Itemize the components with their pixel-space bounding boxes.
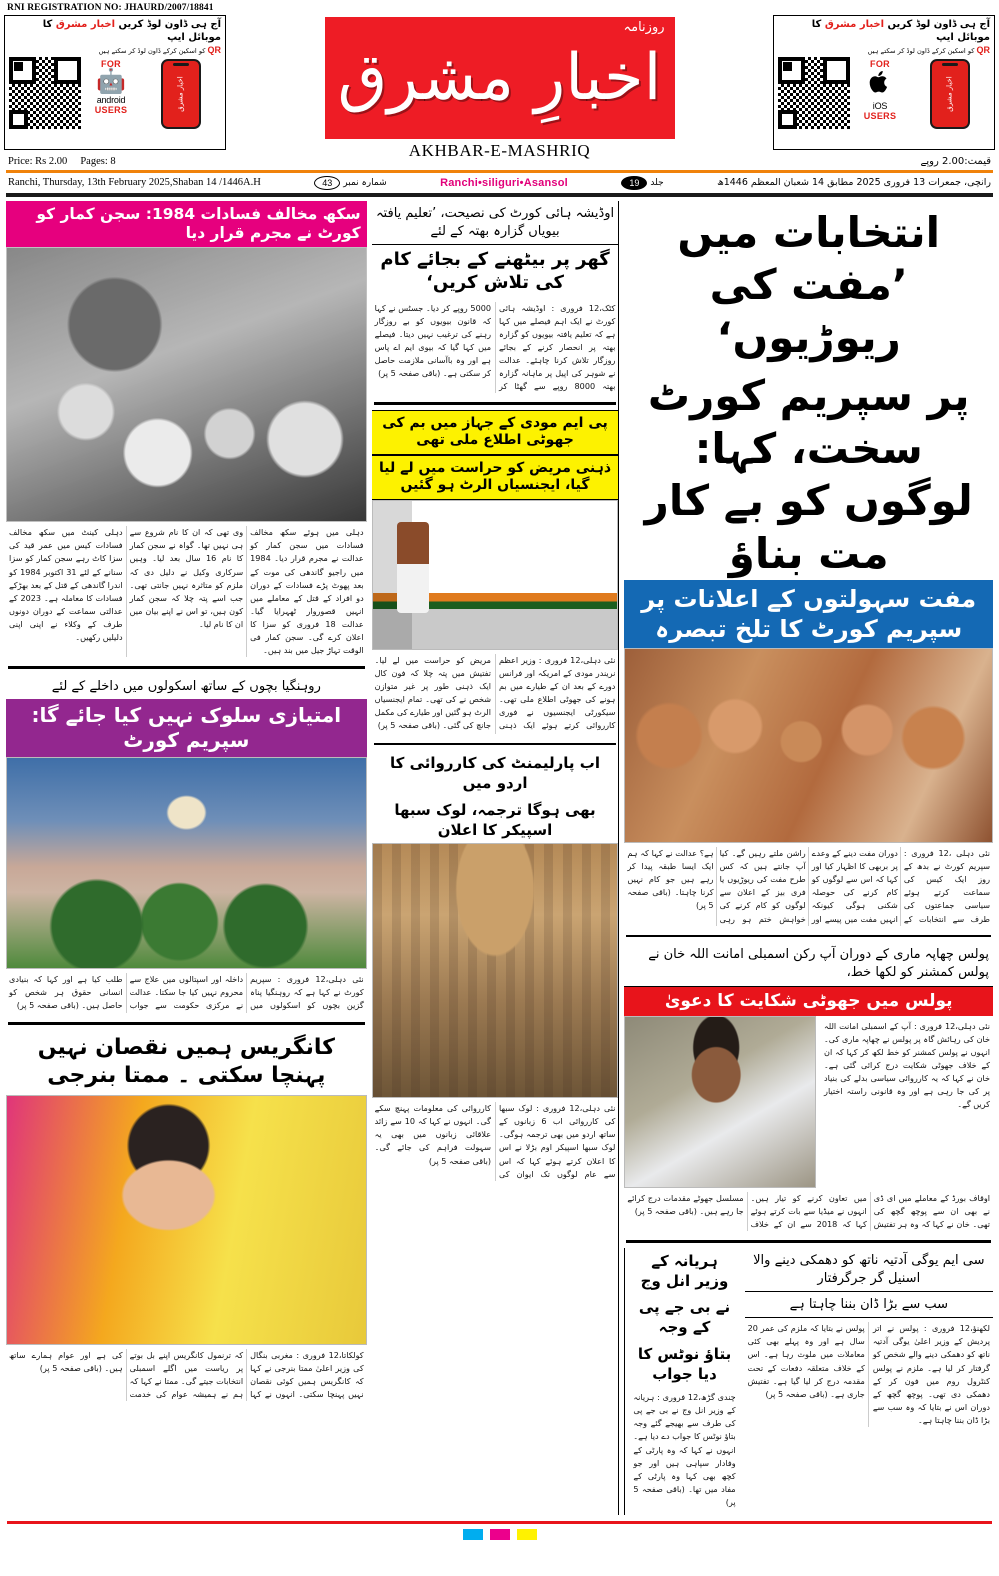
os-name-ios: iOS bbox=[872, 101, 888, 111]
users-label-ios: USERS bbox=[863, 111, 897, 121]
paragraph: نئی دہلی،12 فروری : وزیر اعظم نریندر مودی کے امریکہ اور فرانس دورے کے بعد ان کے طیارے میں بم ہونے کی جھوٹی اطلاع ملی تھی۔ سیکورٹی ایجنسیوں نے فوری کارروائی کرتے ہوئے ایک ذہنی مریض کو حراست میں لے لیا۔ تفتیش میں پتہ چلا کہ فون کال ایک ذہنی طور پر غیر متوازن شخص نے کی تھی۔ تمام ایجنسیاں الرٹ ہو گئیں اور طیارے کی مکمل جانچ کی گئی۔ (باقی صفحہ 5 پر) bbox=[374, 654, 616, 731]
bottom-right-layout bbox=[624, 1248, 993, 1515]
phone-body-ios bbox=[930, 59, 970, 129]
users-label-android: USERS bbox=[94, 105, 128, 115]
qr-code-android[interactable] bbox=[9, 57, 81, 129]
apple-logo-svg bbox=[869, 69, 891, 95]
promo-scan-text: کو اسکین کرکے ڈاون لوڈ کر سکتے ہیں bbox=[98, 47, 206, 55]
promo-text-post: کا موبائل ایپ bbox=[42, 19, 221, 43]
body-mamata bbox=[6, 1345, 367, 1405]
rozamana-label: روزنامہ bbox=[623, 20, 665, 35]
paragraph: اوقاف بورڈ کے معاملے میں ای ڈی نے بھی ان سے پوچھ گچھ کی تھی۔ خان نے کہا کہ وہ ہر تفتیش میں تعاون کرنے کو تیار ہیں۔ انہوں نے میڈیا سے بات کرتے ہوئے کہا کہ 2018 سے ان کے خلاف مسلسل جھوٹے مقدمات درج کرائے جا رہے ہیں۔ (باقی صفحہ 5 پر) bbox=[627, 1192, 990, 1229]
apple-icon bbox=[854, 69, 906, 101]
dateline-urdu: رانچی، جمعرات 13 فروری 2025 مطابق 14 شعبان المعظم 1446ھ bbox=[717, 177, 991, 188]
nameplate bbox=[226, 15, 773, 161]
qr-label-ios: QR bbox=[976, 45, 990, 55]
phone-app-logo-ios: اخبار مشرق bbox=[945, 76, 954, 112]
photo-modi-aircraft bbox=[372, 500, 619, 650]
haryana-story bbox=[624, 1248, 738, 1515]
promo-text-pre-ios: آج ہی ڈاون لوڈ کریں bbox=[884, 19, 990, 30]
promo-headline-android bbox=[5, 16, 225, 45]
paragraph: لکھنؤ،12 فروری : پولس نے اتر پردیش کے وزیر اعلیٰ یوگی آدتیہ ناتھ کو دھمکی دینے والے شخص کو گرفتار کر لیا ہے۔ ملزم نے پولس کنٹرول روم میں فون کر کے دھمکی دی تھی۔ پوچھ گچھ کے دوران اس نے بتایا کہ وہ سب سے بڑا ڈان بننا چاہتا ہے۔ bbox=[872, 1323, 990, 1425]
headline-haryana-line3[interactable]: بتاؤ نوٹس کا دیا جواب bbox=[637, 1344, 732, 1383]
section-divider bbox=[8, 666, 365, 669]
qr-label-android: QR bbox=[207, 45, 221, 55]
logo-block bbox=[325, 17, 675, 139]
dateline-row bbox=[4, 173, 995, 193]
issue-number: 43 bbox=[314, 176, 340, 190]
police-story-layout bbox=[624, 1016, 993, 1188]
promo-headline-ios bbox=[774, 16, 994, 45]
column-right bbox=[624, 201, 993, 1516]
phone-notch-android bbox=[173, 63, 189, 66]
promo-text-pre: آج ہی ڈاون لوڈ کریں bbox=[115, 19, 221, 30]
black-rule bbox=[6, 193, 993, 197]
dateline-english: Ranchi, Thursday, 13th February 2025,Shaban 14 /1446A.H bbox=[8, 177, 261, 188]
column-left bbox=[6, 201, 367, 1516]
paragraph: نئی دہلی،12 فروری : لوک سبھا کی کارروائی اب 6 زبانوں کے ساتھ اردو میں بھی ترجمہ ہوگی۔ لوک سبھا اسپیکر اوم بڑلا نے اس کا اعلان کرتے ہوئے کہا کہ اس سے عام لوگوں تک ایوان کی کارروائی کی معلومات پہنچ سکے گی۔ انہوں نے کہا کہ 10 سے زائد علاقائی زبانوں میں بھی یہ سہولت فراہم کی جائے گی۔ (باقی صفحہ 5 پر) bbox=[374, 1103, 616, 1179]
pages-en: Pages: 8 bbox=[80, 156, 116, 167]
headline-modi-plane-line1[interactable]: پی ایم مودی کے جہاز میں بم کی جھوٹی اطلاع ملی تھی bbox=[372, 410, 619, 455]
volume-badge bbox=[621, 176, 663, 190]
body-haryana bbox=[630, 1387, 738, 1515]
edition-list: Ranchi•siliguri•Asansol bbox=[440, 176, 568, 189]
volume-label: جلد bbox=[650, 177, 664, 188]
kicker-odisha: اوڈیشہ ہائی کورٹ کی نصیحت، ’تعلیم یافتہ بیویاں گزارہ بھتہ کے لئے bbox=[372, 201, 619, 245]
volume-number: 19 bbox=[621, 176, 647, 190]
app-promo-android[interactable] bbox=[4, 15, 226, 150]
section-divider bbox=[8, 1022, 365, 1025]
section-divider bbox=[626, 935, 991, 938]
phone-mockup-android bbox=[141, 57, 221, 129]
promo-store-android bbox=[85, 57, 137, 115]
headline-parliament-line2[interactable]: بھی ہوگا ترجمہ، لوک سبھا اسپیکر کا اعلان bbox=[394, 800, 596, 839]
main-content bbox=[4, 201, 995, 1516]
promo-scan-text-ios: کو اسکین کرکے ڈاون لوڈ کر سکتے ہیں bbox=[867, 47, 975, 55]
headline-mamata[interactable]: کانگریس ہمیں نقصان نہیں پہنچا سکتی ۔ ممتا بنرجی bbox=[37, 1034, 335, 1089]
magenta-mark bbox=[490, 1529, 510, 1540]
promo-body-android bbox=[5, 57, 225, 129]
paragraph: کولکاتا،12 فروری : مغربی بنگال کی وزیر اعلیٰ ممتا بنرجی نے کہا کہ کانگریس ہمیں کوئی نقصان نہیں پہنچا سکتی۔ انہوں نے کہا کہ ترنمول کانگریس اپنے بل بوتے پر ریاست میں اگلے اسمبلی انتخابات جیتے گی۔ ممتا نے کہا کہ ہم نے ہمیشہ عوام کی خدمت کی ہے اور عوام ہمارے ساتھ ہیں۔ (باقی صفحہ 5 پر) bbox=[9, 1349, 364, 1400]
promo-subtext-ios bbox=[774, 45, 994, 57]
section-divider bbox=[374, 402, 617, 405]
photo-1984-riot-victims bbox=[6, 247, 367, 522]
headline-modi-plane-line2[interactable]: ذہنی مریض کو حراست میں لے لیا گیا، ایجنسیاں الرٹ ہو گئیں bbox=[372, 455, 619, 500]
promo-subtext-android bbox=[5, 45, 225, 57]
photo-amanatullah-khan bbox=[624, 1016, 816, 1188]
promo-brand: اخبار مشرق bbox=[55, 19, 116, 30]
paragraph: دہلی کینٹ میں سکھ مخالف فسادات کیس میں عمر قید کی سزا کاٹ رہے سجن کمار کو سزا سنانے کے لئے 31 اکتوبر 1984 کو اندرا گاندھی کے قتل کے بعد بھڑکے فسادات کا معاملہ ہے۔ 2023 کے عدالتی سماعت کے دوران دونوں طرف کے وکلاء نے اپنی اپنی دلیلیں رکھیں۔ bbox=[9, 527, 123, 643]
headline-1984-riots[interactable]: سکھ مخالف فسادات 1984: سجن کمار کو کورٹ نے مجرم قرار دیا bbox=[6, 201, 367, 248]
headline-rohingya[interactable]: امتیازی سلوک نہیں کیا جائے گا: سپریم کورٹ bbox=[6, 699, 367, 757]
promo-text-post-ios: کا موبائل ایپ bbox=[811, 19, 990, 43]
masthead bbox=[4, 15, 995, 160]
qr-code-ios[interactable] bbox=[778, 57, 850, 129]
phone-app-logo-android: اخبار مشرق bbox=[176, 76, 185, 112]
phone-notch-ios bbox=[942, 63, 958, 66]
lead-headline-line1[interactable]: انتخابات میں ’مفت کی ریوڑیوں‘ bbox=[677, 207, 941, 362]
paragraph: نئی دہلی،12 فروری : سپریم کورٹ نے کہا ہے کہ روہنگیا پناہ گزین بچوں کو اسکولوں میں داخلہ اور اسپتالوں میں علاج سے محروم نہیں کیا جا سکتا۔ عدالت نے مرکزی حکومت سے جواب طلب کیا ہے اور کہا کہ بنیادی انسانی حقوق ہر شخص کو حاصل ہیں۔ (باقی صفحہ 5 پر) bbox=[9, 974, 364, 1011]
headline-haryana-line1[interactable]: ہریانہ کے وزیر انل وج bbox=[640, 1251, 729, 1290]
promo-store-ios bbox=[854, 57, 906, 121]
photo-wrap-amanatullah bbox=[624, 1016, 816, 1188]
rni-registration: RNI REGISTRATION NO: JHAURD/2007/18841 bbox=[7, 3, 214, 13]
body-modi-plane bbox=[372, 650, 619, 738]
issue-badge bbox=[314, 176, 386, 190]
yellow-mark bbox=[517, 1529, 537, 1540]
paper-title-english: AKHBAR-E-MASHRIQ bbox=[408, 141, 591, 160]
price-pages-en bbox=[8, 156, 116, 167]
body-odisha bbox=[372, 298, 619, 398]
body-1984-riots bbox=[6, 522, 367, 661]
paragraph: نئی دہلی،12 فروری : آپ کے اسمبلی امانت اللہ خان کی رہائش گاہ پر پولس نے چھاپہ ماری کی۔ انہوں نے پولس کمشنر کو خط لکھ کر کہا کہ ان کے خلاف جھوٹی شکایت درج کرائی گئی ہے۔ خان نے کہا کہ یہ کارروائی سیاسی بدلے کی بنیاد پر کی جا رہی ہے اور وہ قانونی راستہ اختیار کریں گے۔ bbox=[824, 1020, 990, 1110]
headline-police[interactable]: پولس میں جھوٹی شکایت کا دعویٰ bbox=[624, 987, 993, 1016]
for-label-android: FOR bbox=[101, 59, 121, 69]
paragraph: دہلی میں ہوئے سکھ مخالف فسادات میں سجن کمار کو عدالت نے مجرم قرار دیا۔ 1984 میں راجیو گاندھی کی موت کے بعد پھوٹ پڑے فسادات کے دوران دو افراد کے قتل کے معاملے میں انہیں قصوروار ٹھہرایا گیا۔ عدالت 18 فروری کو سزا کا اعلان کرے گی۔ سجن کمار فی الوقت تہاڑ جیل میں بند ہیں۔ bbox=[250, 527, 364, 656]
phone-body-android bbox=[161, 59, 201, 129]
for-label-ios: FOR bbox=[870, 59, 890, 69]
photo-voters-queue bbox=[624, 648, 993, 843]
photo-mamata-banerjee bbox=[6, 1095, 367, 1345]
body-police-col1 bbox=[821, 1016, 993, 1188]
paragraph: چندی گڑھ،12 فروری : ہریانہ کے وزیر انل وج نے بی جے پی کی طرف سے بھیجے گئے وجہ بتاؤ نوٹس کا جواب دے دیا ہے۔ انہوں نے کہا کہ وہ پارٹی کے وفادار سپاہی ہیں اور جو کچھ بھی کہا وہ پارٹی کے مفاد میں تھا۔ (باقی صفحہ 5 پر) bbox=[633, 1392, 736, 1507]
paragraph: کٹک،12 فروری : اوڈیشہ ہائی کورٹ نے ایک اہم فیصلے میں کہا ہے کہ تعلیم یافتہ بیویوں کو گزارہ بھتہ پر انحصار کرنے کے بجائے روزگار تلاش کرنا چاہئے۔ عدالت نے شوہر کی اپیل پر ماہانہ گزارہ بھتہ 8000 روپے سے گھٹا کر 5000 روپے کر دیا۔ جسٹس نے کہا کہ قانون بیویوں کو بے روزگار رہنے کی ترغیب نہیں دیتا۔ فیصلے میں کہا گیا کہ بیوی ایم اے پاس ہے اور وہ باآسانی ملازمت حاصل کر سکتی ہے۔ (باقی صفحہ 5 پر) bbox=[374, 302, 616, 392]
kicker-rohingya: روہنگیا بچوں کے ساتھ اسکولوں میں داخلے کے لئے bbox=[51, 678, 321, 694]
headline-odisha[interactable]: گھر پر بیٹھنے کے بجائے کام کی تلاش کریں‘ bbox=[380, 248, 610, 294]
price-ur: قیمت:2.00 روپے bbox=[920, 156, 991, 167]
kicker-cmyogi: سی ایم یوگی آدتیہ ناتھ کو دھمکی دینے والا اسنیل گر جرگرفتار bbox=[745, 1248, 993, 1292]
headline-cmyogi[interactable]: سب سے بڑا ڈان بننا چاہتا ہے bbox=[745, 1292, 993, 1318]
lead-subband[interactable]: مفت سہولتوں کے اعلانات پر سپریم کورٹ کا تلخ تبصرہ bbox=[624, 580, 993, 648]
app-promo-ios[interactable] bbox=[773, 15, 995, 150]
lead-headline-line2[interactable]: پر سپریم کورٹ سخت، کہا: لوگوں کو بے کار مت بناؤ bbox=[644, 371, 973, 578]
cyan-mark bbox=[463, 1529, 483, 1540]
section-divider bbox=[626, 1240, 991, 1243]
os-name-android: android bbox=[96, 95, 126, 105]
paragraph: پولس نے بتایا کہ ملزم کی عمر 20 سال ہے اور وہ پہلے بھی کئی معاملات میں ملوث رہا ہے۔ اس کے خلاف متعلقہ دفعات کے تحت مقدمہ درج کر لیا گیا ہے۔ تفتیش جاری ہے۔ (باقی صفحہ 5 پر) bbox=[747, 1323, 865, 1399]
paragraph: نئی دہلی ،12 فروری : سپریم کورٹ نے بدھ کے روز ایک کیس کی سماعت کرتے ہوئے سیاسی جماعتوں کی طرف سے انتخابات کے دوران مفت دینے کے وعدے پر بربھی کا اظہار کیا اور کہا کہ اس سے لوگوں کو کام کرنے کی حوصلہ شکنی ہوگی کیونکہ انہیں مفت میں پیسے اور راشن ملتے رہیں گے۔ کیا آپ جانتے ہیں کہ کس طرح مفت کی ریوڑیوں یا فری بیز کے اعلان سے لوگوں کو کام کرنے کی خواہش ختم ہو رہی ہے؟ عدالت نے کہا کہ ہم ایک ایسا طبقہ پیدا کر رہے ہیں جو کام نہیں کرنا چاہتا۔ (باقی صفحہ 5 پر) bbox=[627, 848, 990, 924]
body-police-col2 bbox=[624, 1188, 993, 1235]
headline-haryana-line2[interactable]: نے بی جے پی کے وجہ bbox=[638, 1298, 731, 1337]
android-icon: 🤖 bbox=[96, 69, 126, 95]
cmyk-registration-marks bbox=[4, 1524, 995, 1544]
body-cmyogi bbox=[745, 1318, 993, 1431]
issue-label: شمارہ نمبر bbox=[343, 177, 387, 188]
cmyogi-story bbox=[745, 1248, 993, 1515]
body-rohingya bbox=[6, 969, 367, 1017]
column-middle bbox=[372, 201, 620, 1516]
kicker-police: پولس چھاپہ ماری کے دوران آپ رکن اسمبلی امانت اللہ خان نے پولس کمشنر کو لکھا خط، bbox=[624, 942, 993, 986]
paragraph: وی تھی کہ ان کا نام شروع سے ہی نہیں تھا۔ گواہ نے سجن کمار کا نام 16 سال بعد لیا۔ وہیں سرکاری وکیل نے دلیل دی کہ ملزم کو متاثرہ نہیں جانتی تھی۔ جب اسے پتہ چلا کہ سجن کمار کون ہیں، تو اس نے اپنے بیان میں ان کا نام لیا۔ bbox=[129, 527, 244, 630]
section-divider bbox=[374, 743, 617, 746]
headline-parliament-line1[interactable]: اب پارلیمنٹ کی کارروائی کا اردو میں bbox=[390, 754, 601, 793]
body-parliament bbox=[372, 1098, 619, 1185]
body-lead-story bbox=[624, 843, 993, 930]
promo-body-ios bbox=[774, 57, 994, 129]
photo-parliament-chamber bbox=[372, 843, 619, 1098]
price-en: Price: Rs 2.00 bbox=[8, 156, 68, 167]
promo-brand-ios: اخبار مشرق bbox=[824, 19, 885, 30]
photo-supreme-court bbox=[6, 757, 367, 969]
phone-mockup-ios bbox=[910, 57, 990, 129]
paper-title-urdu: اخبارِ مشرق bbox=[337, 41, 662, 115]
